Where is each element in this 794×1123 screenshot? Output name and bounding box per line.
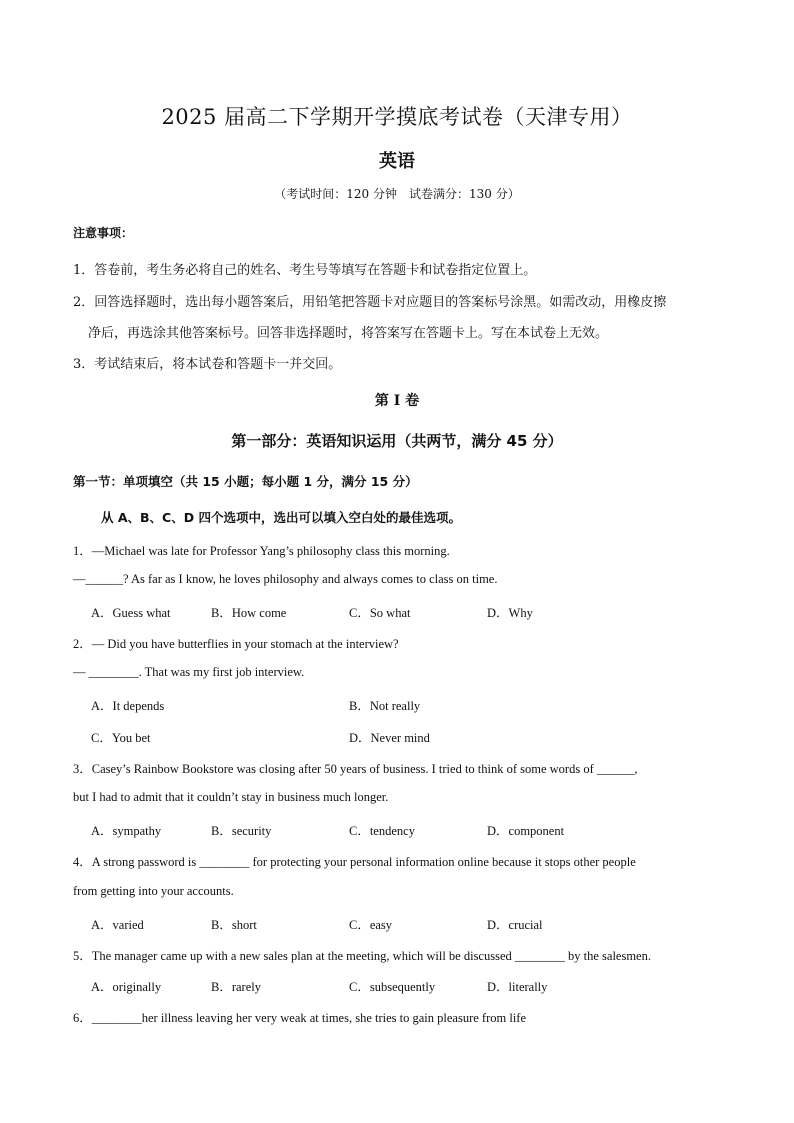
question-6-stem: 6．________her illness leaving her very weak at times, she tries to gain pleasure from life <box>73 1011 526 1025</box>
question-1-option-d: D．Why <box>487 606 533 620</box>
question-4-option-c: C．easy <box>349 918 393 932</box>
notes-heading: 注意事项： <box>73 226 134 240</box>
question-4-option-d: D．crucial <box>487 918 543 932</box>
question-4-stem-continued: from getting into your accounts. <box>73 884 234 898</box>
note-item-2: 2．回答选择题时，选出每小题答案后，用铅笔把答题卡对应题目的答案标号涂黑。如需改动，用橡皮擦 <box>73 295 667 310</box>
question-2-stem: 2．— Did you have butterflies in your stomach at the interview? <box>73 637 399 651</box>
question-2-option-a: A．It depends <box>91 699 165 713</box>
question-1-stem: 1．—Michael was late for Professor Yang’s philosophy class this morning. <box>73 544 450 558</box>
question-4-stem: 4．A strong password is ________ for protecting your personal information online because it stops other people <box>73 855 636 869</box>
exam-time-info: （考试时间：120 分钟 试卷满分：130 分） <box>274 187 520 201</box>
question-5-stem: 5．The manager came up with a new sales plan at the meeting, which will be discussed ________ by the salesmen. <box>73 949 651 963</box>
section-title: 第一节：单项填空（共 15 小题；每小题 1 分，满分 15 分） <box>73 474 418 489</box>
question-1-option-b: B．How come <box>211 606 287 620</box>
question-1-option-a: A．Guess what <box>91 606 171 620</box>
question-3-option-d: D．component <box>487 824 565 838</box>
question-1-response: —______? As far as I know, he loves philosophy and always comes to class on time. <box>73 572 498 586</box>
question-2-option-c: C．You bet <box>91 731 151 745</box>
question-5-option-a: A．originally <box>91 980 162 994</box>
exam-subject: 英语 <box>379 151 415 172</box>
question-3-stem-continued: but I had to admit that it couldn’t stay in business much longer. <box>73 790 389 804</box>
question-5-option-d: D．literally <box>487 980 548 994</box>
question-3-option-c: C．tendency <box>349 824 415 838</box>
note-item-3: 3．考试结束后，将本试卷和答题卡一并交回。 <box>73 357 342 372</box>
question-2-option-b: B．Not really <box>349 699 421 713</box>
volume-title: 第 I 卷 <box>374 393 420 409</box>
question-1-option-c: C．So what <box>349 606 411 620</box>
question-5-option-b: B．rarely <box>211 980 261 994</box>
question-3-option-a: A．sympathy <box>91 824 162 838</box>
note-item-1: 1．答卷前，考生务必将自己的姓名、考生号等填写在答题卡和试卷指定位置上。 <box>73 263 537 278</box>
question-3-stem: 3．Casey’s Rainbow Bookstore was closing after 50 years of business. I tried to think of some words of ______, <box>73 762 638 776</box>
question-2-option-d: D．Never mind <box>349 731 430 745</box>
question-3-option-b: B．security <box>211 824 272 838</box>
instruction-text: 从 A、B、C、D 四个选项中，选出可以填入空白处的最佳选项。 <box>101 510 461 525</box>
question-4-option-b: B．short <box>211 918 257 932</box>
part-title: 第一部分：英语知识运用（共两节，满分 45 分） <box>231 432 563 450</box>
exam-title: 2025 届高二下学期开学摸底考试卷（天津专用） <box>161 105 633 129</box>
question-2-response: — ________. That was my first job interview. <box>73 665 305 679</box>
question-5-option-c: C．subsequently <box>349 980 436 994</box>
question-4-option-a: A．varied <box>91 918 144 932</box>
note-item-2-continued: 净后，再选涂其他答案标号。回答非选择题时，将答案写在答题卡上。写在本试卷上无效。 <box>88 326 609 341</box>
